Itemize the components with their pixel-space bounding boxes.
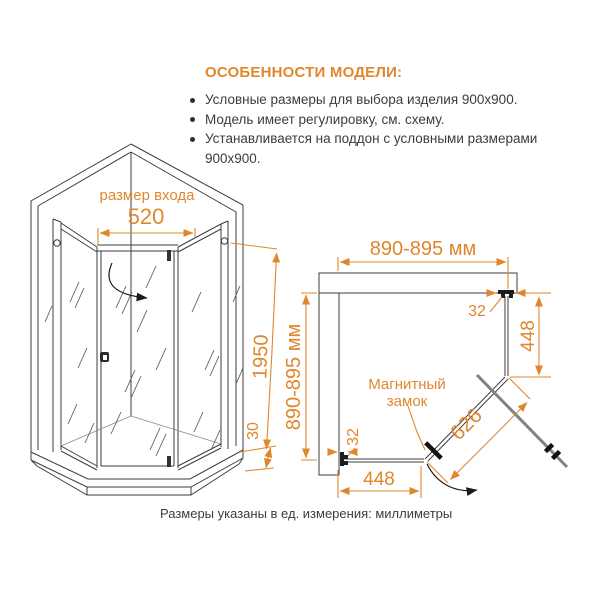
- right-depth-dim: 448: [518, 320, 539, 352]
- magnetic-lock-label: замок: [386, 393, 428, 410]
- feature-item: Условные размеры для выбора изделия 900x900.: [183, 90, 561, 110]
- top-view-drawing: [283, 238, 567, 498]
- front-view-drawing: [31, 144, 277, 495]
- height-dim: 1950: [249, 334, 273, 380]
- top-profile-dim: 32: [468, 303, 486, 320]
- feature-item: Модель имеет регулировку, см. схему.: [183, 110, 561, 130]
- units-note: Размеры указаны в ед. измерения: миллиметры: [160, 506, 453, 521]
- open-door-panel: [477, 375, 567, 467]
- left-width-dim: 890-895 мм: [283, 323, 305, 431]
- door-pivot-icon: [167, 456, 171, 467]
- hinge-knob-icon: [221, 238, 227, 244]
- door-pivot-icon: [167, 250, 171, 261]
- wall-left: [319, 293, 339, 475]
- door-diagonal-dim: 626: [445, 403, 487, 445]
- door-open-direction-arrow-icon: [109, 263, 147, 298]
- features-title: ОСОБЕННОСТИ МОДЕЛИ:: [205, 64, 403, 81]
- magnetic-lock-label: Магнитный: [368, 376, 446, 393]
- wall-top: [319, 273, 517, 293]
- tray-height-dim: 30: [245, 422, 262, 440]
- door-handle-icon: [100, 352, 109, 362]
- entrance-width-dim: 520: [127, 204, 165, 229]
- bottom-profile-dim: 32: [345, 428, 362, 446]
- bottom-width-dim: 448: [363, 469, 395, 490]
- hinge-knob-icon: [54, 240, 60, 246]
- top-width-dim: 890-895 мм: [369, 238, 477, 260]
- entrance-size-label: размер входа: [99, 187, 195, 204]
- feature-item: Устанавливается на поддон с условными размерами 900x900.: [183, 129, 561, 168]
